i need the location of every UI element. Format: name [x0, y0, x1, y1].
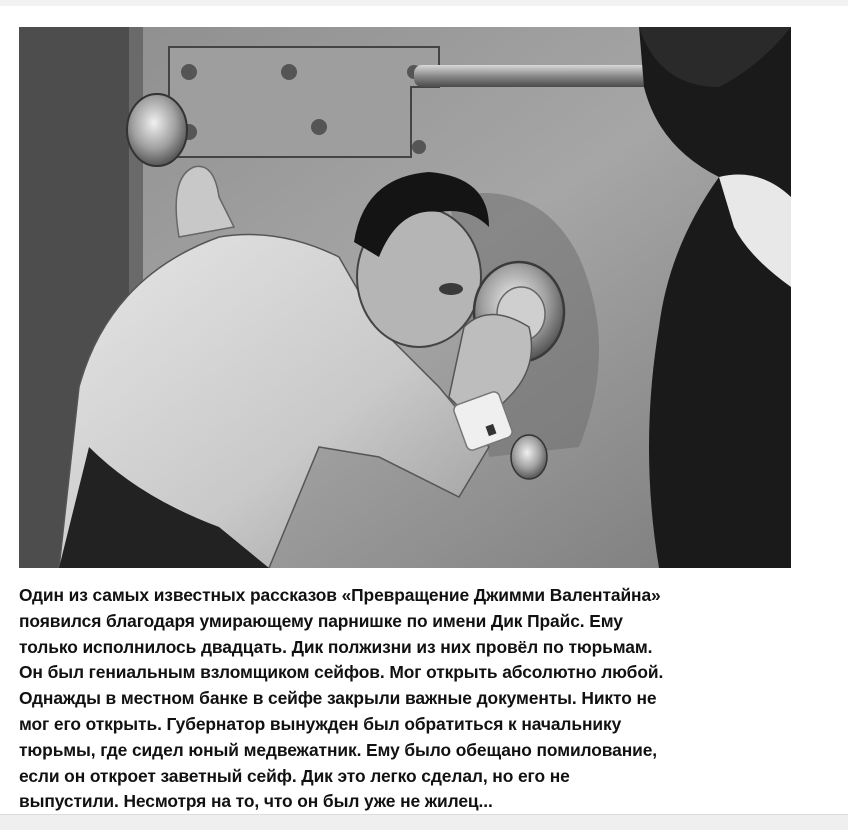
post-photo[interactable]	[19, 27, 791, 568]
post-text: Один из самых известных рассказов «Превращение Джимми Валентайна» появился благодаря умирающему парнишке по имени Дик Прайс. Ему только исполнилось двадцать. Дик полжизни из них провёл по тюрьмам. Он был гениальным взломщиком сейфов. Мог открыть абсолютно любой. Однажды в местном банке в сейфе закрыли важные документы. Никто не мог его открыть. Губернатор вынужден был обратиться к начальнику тюрьмы, где сидел юный медвежатник. Ему было обещано помилование, если он откроет заветный сейф. Дик это легко сделал, но его не выпустили. Несмотря на то, что он был уже не жилец...	[19, 585, 664, 812]
bottom-toolbar-strip	[0, 814, 848, 830]
post-card	[0, 6, 848, 814]
safecracker-photo-illustration	[19, 27, 791, 568]
